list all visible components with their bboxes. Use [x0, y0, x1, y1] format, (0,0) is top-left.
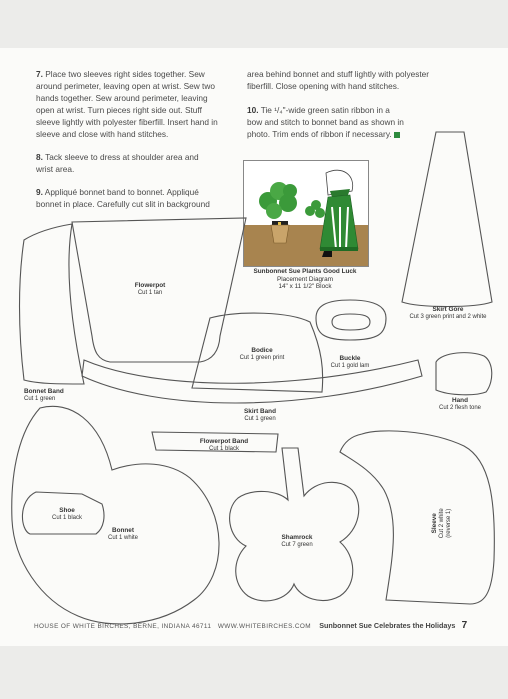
footer-book-title: Sunbonnet Sue Celebrates the Holidays	[319, 621, 456, 630]
placement-caption: Sunbonnet Sue Plants Good Luck Placement Diagram 14" x 11 1/2" Block	[253, 268, 357, 290]
shoe-label: Shoe Cut 1 black	[51, 507, 82, 521]
footer-publisher: HOUSE OF WHITE BIRCHES, BERNE, INDIANA 46711	[34, 623, 212, 630]
footer-website: WWW.WHITEBIRCHES.COM	[217, 623, 312, 630]
bonnet-band-label: Bonnet Band Cut 1 green	[24, 388, 64, 402]
buckle-inner-outline	[332, 314, 370, 330]
step-7: 7. Place two sleeves right sides together. Sew around perimeter, leaving open at wrist. Sew two hands together. Sew around perimeter, leaving open at wrist. Turn pieces right side out. Stuff sleeve lightly with polyester fiberfill. Insert hand in sleeve and close with hand stitches.	[36, 69, 218, 139]
step-9: 9. Appliqué bonnet band to bonnet. Appliqué bonnet in place. Carefully cut slit in background	[36, 187, 210, 209]
sleeve-label: Sleeve Cut 2 white (reverse 1)	[430, 508, 452, 539]
hand-label: Hand Cut 2 flesh tone	[438, 397, 482, 411]
sleeve-outline	[340, 431, 494, 604]
shamrock-label: Shamrock Cut 7 green	[281, 534, 313, 548]
page-footer	[34, 620, 484, 631]
skirt-band-label: Skirt Band Cut 1 green	[244, 408, 276, 422]
bonnet-band-outline	[20, 224, 85, 384]
hand-outline	[436, 353, 492, 395]
step-8: 8. Tack sleeve to dress at shoulder area and wrist area.	[36, 152, 199, 174]
buckle-outline	[316, 300, 386, 340]
step-10: 10. Tie ¹/₄"-wide green satin ribbon in a bow and stitch to bonnet band as shown in photo. Trim ends of ribbon if necessary.	[247, 105, 404, 139]
shamrock-outline	[230, 448, 359, 601]
flowerpot-band-label: Flowerpot Band Cut 1 black	[199, 438, 249, 452]
buckle-label: Buckle Cut 1 gold lam	[330, 355, 370, 369]
flowerpot-label: Flowerpot Cut 1 tan	[134, 282, 166, 296]
bonnet-label: Bonnet Cut 1 white	[107, 527, 138, 541]
page-number: 7	[461, 620, 468, 631]
step-9-continued: area behind bonnet and stuff lightly with polyester fiberfill. Close opening with hand stitches.	[247, 69, 430, 91]
bodice-label: Bodice Cut 1 green print	[239, 347, 285, 361]
skirt-gore-label: Skirt Gore Cut 3 green print and 2 white	[409, 306, 487, 320]
skirt-gore-outline	[402, 132, 492, 307]
